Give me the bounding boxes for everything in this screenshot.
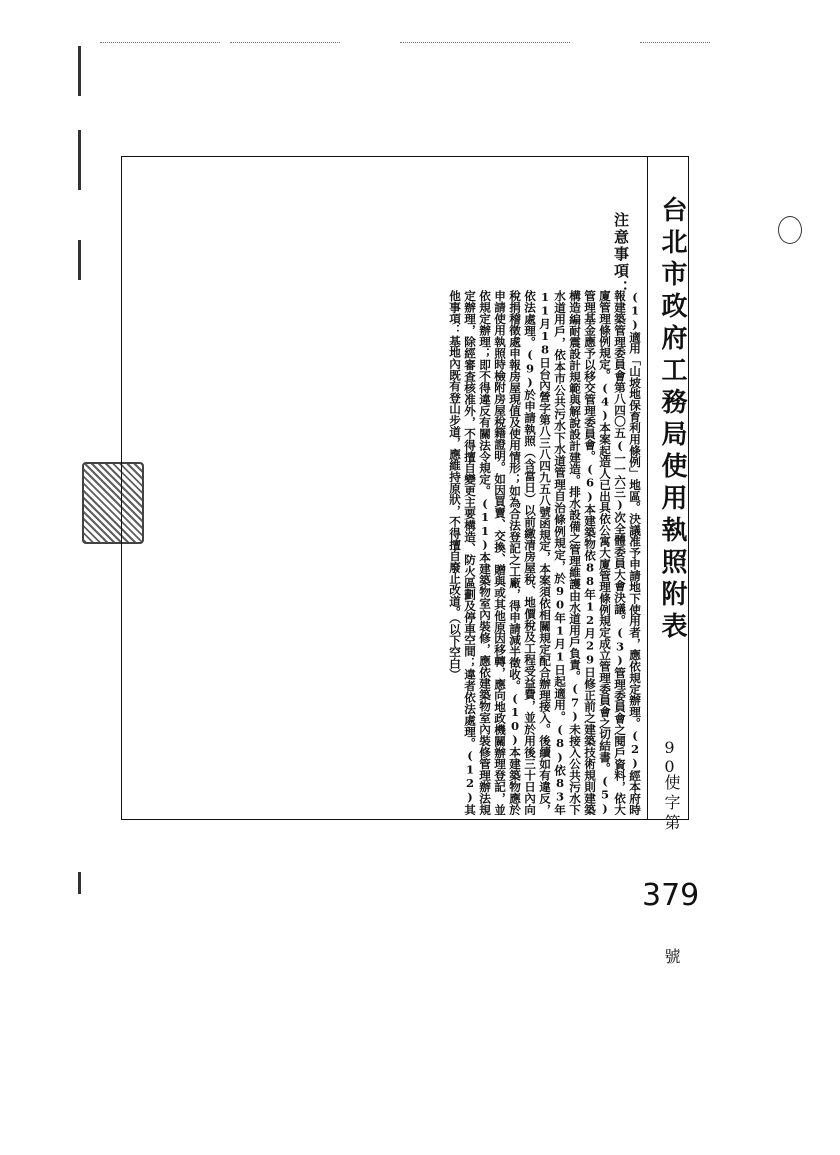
notes-body: (1)適用「山坡地保育利用條例」地區。決議准予申請地下使用者，應依規定辦理。(2)經本府時報建築管理委員會第八四〇五(一一六三)次全體委員大會決議。(3)管理委員會之閱戶資料，依大廈管理條例規定。(4)本案起造人已出具依公寓大廈管理條例規定成立管理委員會之切結書。(5)管理基金應予以移交管理委員會。(6)本建築物依88年12月29日修正前之建築技術規則建築構造編耐震設計規範與解說設計建造。排水設備之管理維護由水道用戶負責。(7)未接入公共污水下水道用戶，依本市公共污水下水道管理自治條例規定，於90年1月1日起適用。(8)依83年11月18日台內營字第八三八四九五八號函規定，本案須依相關規定配合辦理接入。後續如有違反，依法處理。(9)於申請執照（含當日）以前繳清房屋稅、地價稅及工程受益費，並於用後三十日內向稅捐稽徵處申報房屋現值及使用情形；如為合法登記之工廠，得申請減半徵收。(10)本建築物應於申請使用執照時檢附房屋稅籍證明。如因買賣、交換、贈與或其他原因移轉，應向地政機關辦理登記，並依規定辦理；即不得違反有關法令規定。(11)本建築物室內裝修，應依建築物室內裝修管理辦法規定辦理，除經審查核准外，不得擅自變更主要構造、防火區劃及停車空間；違者依法處理。(12)其他事項：基地內既有登山步道，應維持原狀，不得擅自廢止改道。（以下空白） [448,290,642,815]
doc-word: 使字第 [662,774,681,834]
doc-year: 90 [660,738,679,776]
scan-artifact-top [230,42,340,45]
doc-number: 379 [642,878,700,913]
binding-mark [78,46,81,96]
document-title: 台北市政府工務局使用執照附表 [657,196,687,644]
scan-artifact-top [100,42,220,45]
binding-mark [78,872,81,894]
punch-hole-mark [778,216,802,244]
binding-mark [78,240,81,280]
scan-artifact-top [640,42,710,45]
doc-suffix: 號 [662,948,681,964]
scan-artifact-top [400,42,570,45]
binding-mark [78,130,81,190]
notes-heading: 注意事項： [612,212,630,297]
